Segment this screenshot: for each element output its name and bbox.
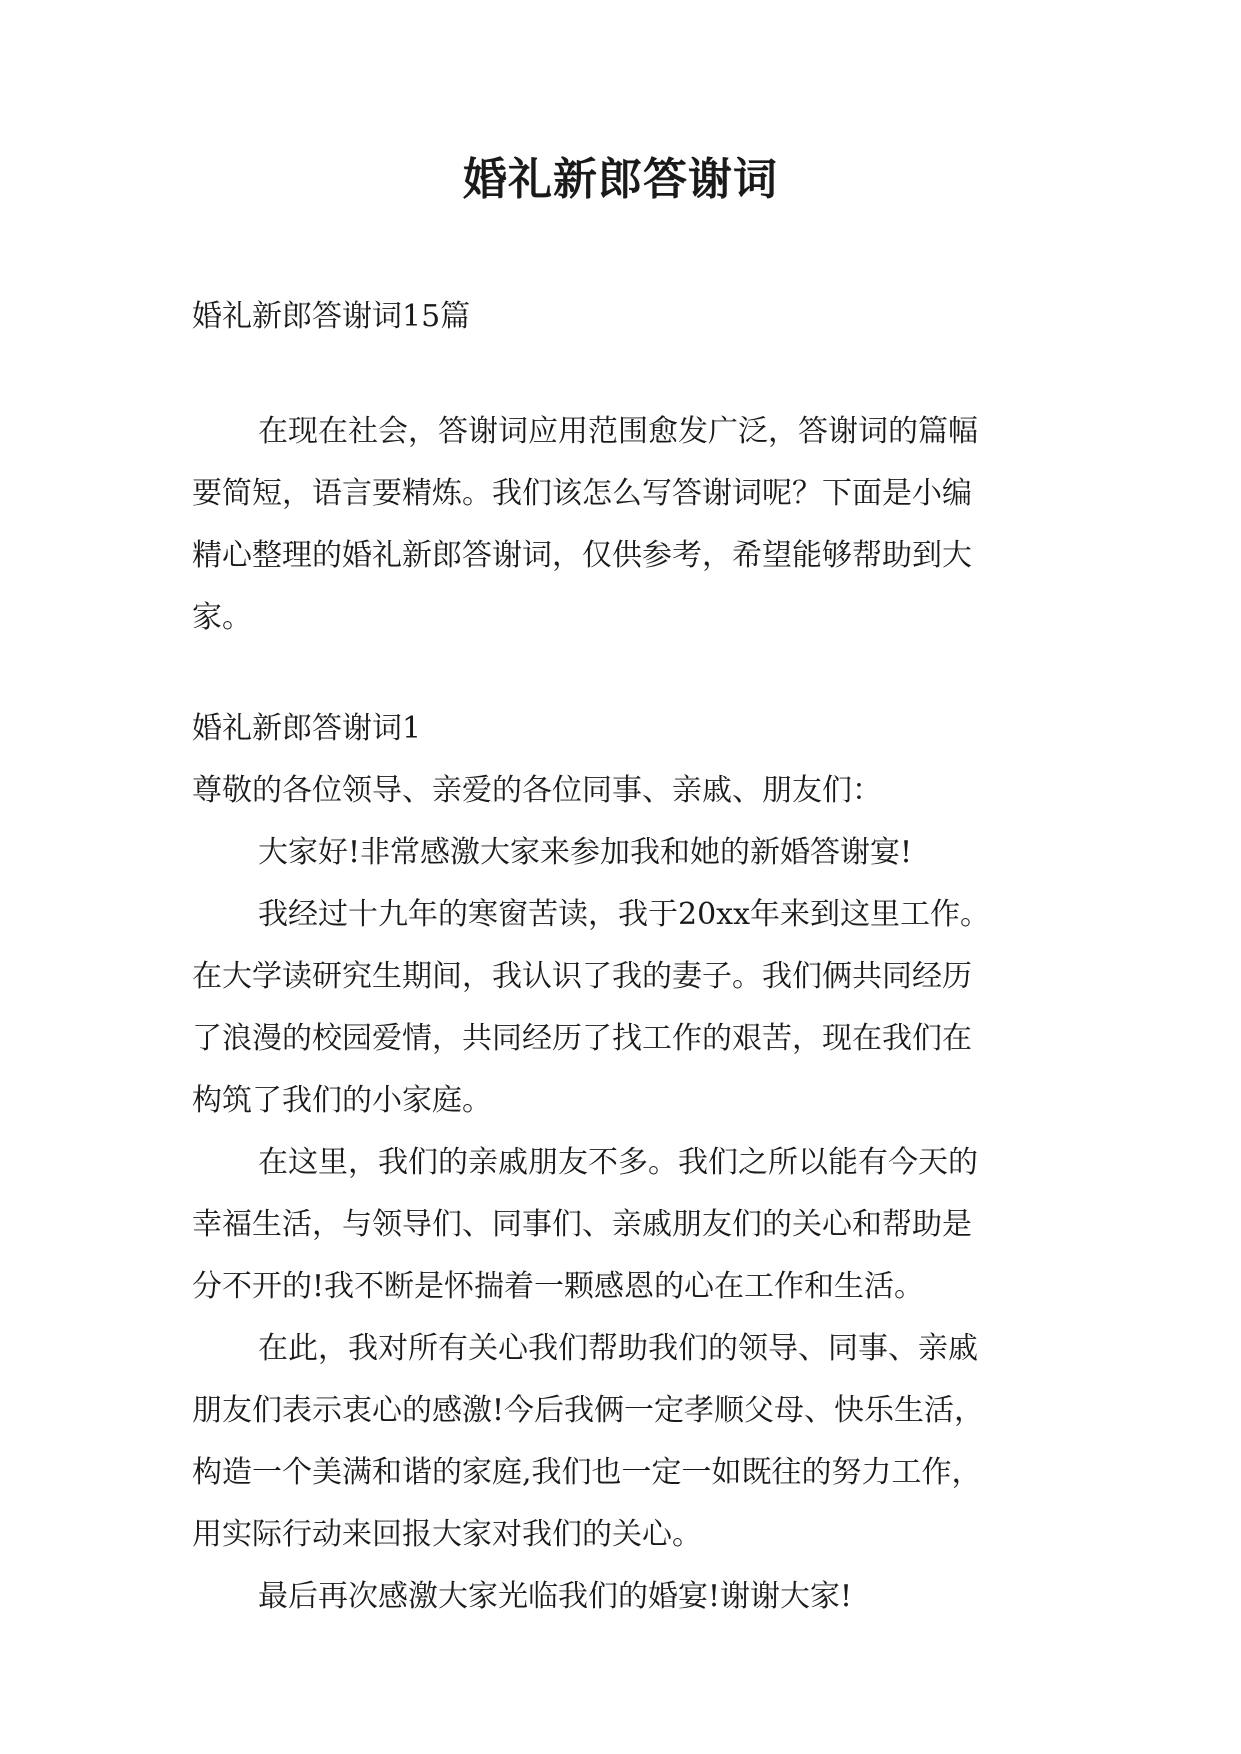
- paragraph-line: 精心整理的婚礼新郎答谢词，仅供参考，希望能够帮助到大: [192, 538, 972, 573]
- spacer: [192, 649, 1077, 698]
- paragraph-line: 大家好!非常感激大家来参加我和她的新婚答谢宴!: [258, 835, 913, 870]
- paragraph-line: 朋友们表示衷心的感激!今后我俩一定孝顺父母、快乐生活，: [192, 1393, 985, 1428]
- body-paragraph-1: [192, 822, 1077, 884]
- paragraph-line: 要简短，语言要精炼。我们该怎么写答谢词呢？下面是小编: [192, 476, 972, 511]
- page-title: 婚礼新郎答谢词: [463, 154, 778, 205]
- paragraph-line: 用实际行动来回报大家对我们的关心。: [192, 1517, 702, 1552]
- spacer: [192, 348, 1077, 401]
- document-subtitle: 婚礼新郎答谢词15篇: [192, 299, 471, 334]
- paragraph-line: 分不开的!我不断是怀揣着一颗感恩的心在工作和生活。: [192, 1269, 925, 1304]
- body-paragraph-3: [192, 1132, 1077, 1318]
- paragraph-line: 家。: [192, 600, 252, 635]
- salutation: 尊敬的各位领导、亲爱的各位同事、亲戚、朋友们：: [192, 773, 882, 808]
- document-body: [192, 286, 1077, 1628]
- paragraph-line: 了浪漫的校园爱情，共同经历了找工作的艰苦，现在我们在: [192, 1021, 972, 1056]
- body-paragraph-5: [192, 1566, 1077, 1628]
- section-heading: 婚礼新郎答谢词1: [192, 711, 422, 746]
- paragraph-line: 在此，我对所有关心我们帮助我们的领导、同事、亲戚: [258, 1331, 978, 1366]
- paragraph-line: 在这里，我们的亲戚朋友不多。我们之所以能有今天的: [258, 1145, 978, 1180]
- paragraph-line: 构造一个美满和谐的家庭,我们也一定一如既往的努力工作，: [192, 1455, 982, 1490]
- paragraph-line: 我经过十九年的寒窗苦读，我于20xx年来到这里工作。: [258, 897, 991, 932]
- intro-paragraph: [192, 401, 1077, 649]
- body-paragraph-4: [192, 1318, 1077, 1566]
- body-paragraph-2: [192, 884, 1077, 1132]
- paragraph-line: 最后再次感激大家光临我们的婚宴!谢谢大家!: [258, 1579, 853, 1614]
- paragraph-line: 在现在社会，答谢词应用范围愈发广泛，答谢词的篇幅: [258, 414, 978, 449]
- paragraph-line: 构筑了我们的小家庭。: [192, 1083, 492, 1118]
- paragraph-line: 在大学读研究生期间，我认识了我的妻子。我们俩共同经历: [192, 959, 972, 994]
- paragraph-line: 幸福生活，与领导们、同事们、亲戚朋友们的关心和帮助是: [192, 1207, 972, 1242]
